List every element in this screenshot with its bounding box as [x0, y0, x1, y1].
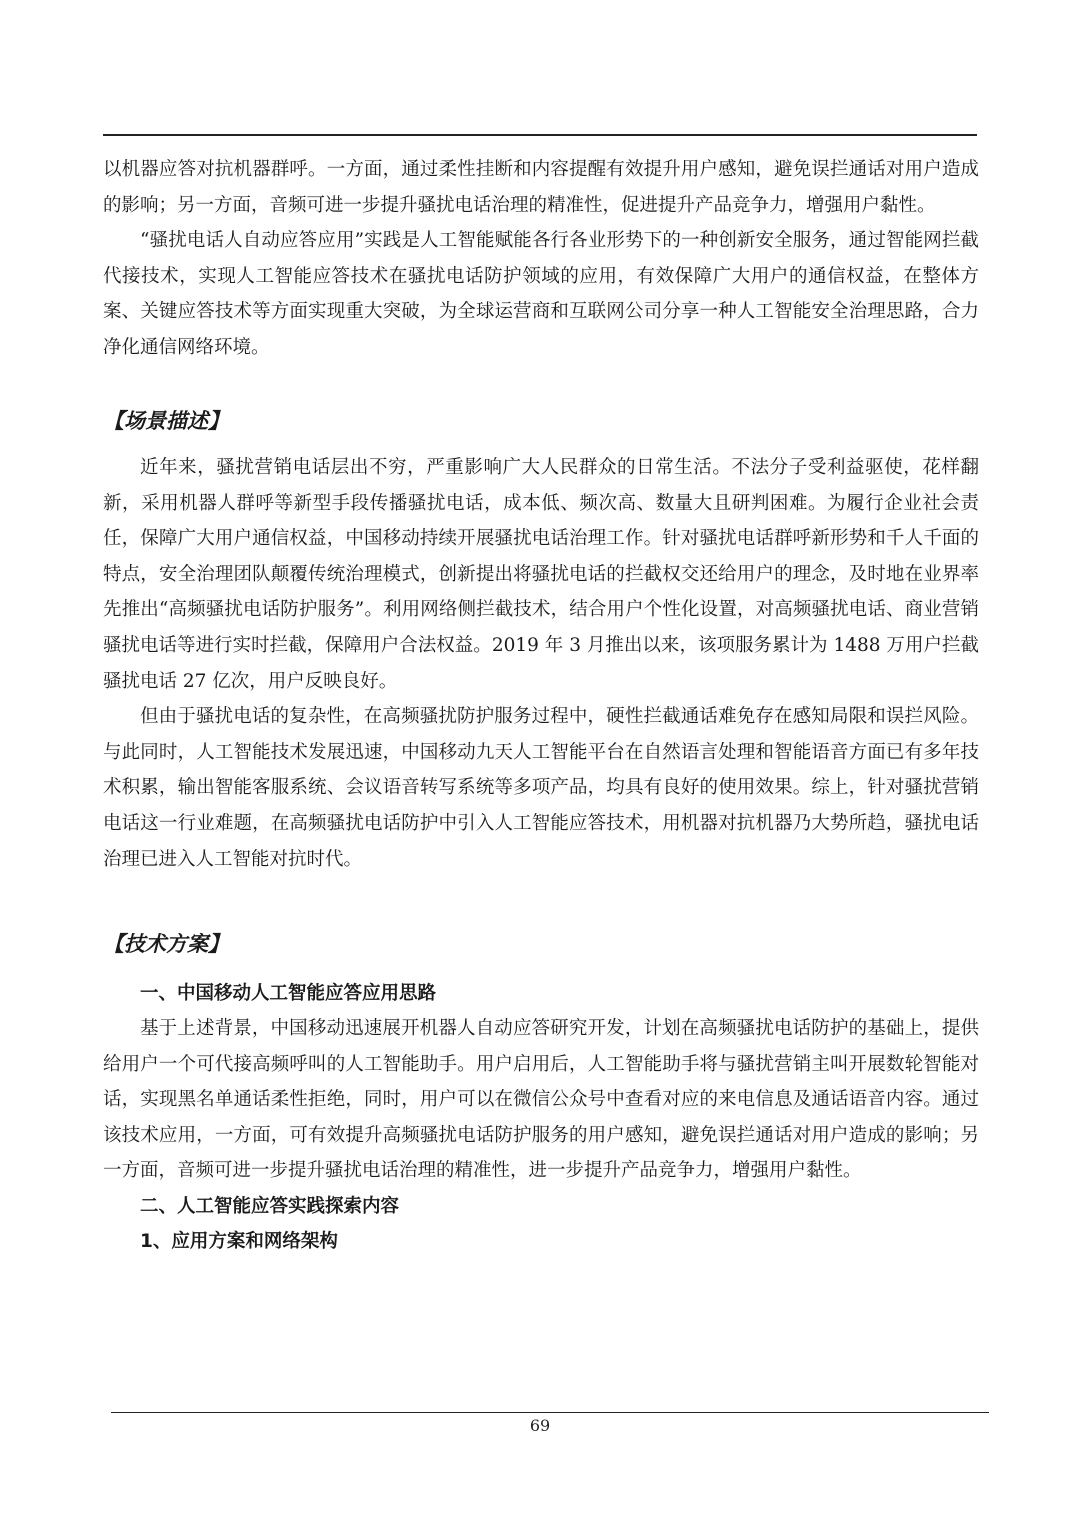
section-heading-tech: 【技术方案】 — [103, 931, 229, 956]
subheading-approach: 一、中国移动人工智能应答应用思路 — [140, 983, 437, 1004]
section-heading-scene: 【场景描述】 — [103, 408, 229, 433]
header-rule — [103, 134, 977, 136]
subheading-architecture: 1、应用方案和网络架构 — [140, 1230, 338, 1252]
tech-paragraph-1: 基于上述背景，中国移动迅速展开机器人自动应答研究开发，计划在高频骚扰电话防护的基础上，提供给用户一个可代接高频呼叫的人工智能助手。用户启用后，人工智能助手将与骚扰营销主叫开展数轮智能对话，实现黑名单通话柔性拒绝，同时，用户可以在微信公众号中查看对应的来电信息及通话语音内容。通过该技术应用，一方面，可有效提升高频骚扰电话防护服务的用户感知，避免误拦通话对用户造成的影响；另一方面，音频可进一步提升骚扰电话治理的精准性，进一步提升产品竞争力，增强用户黏性。 — [103, 1018, 979, 1182]
intro-paragraph-1: 以机器应答对抗机器群呼。一方面，通过柔性挂断和内容提醒有效提升用户感知，避免误拦通话对用户造成的影响；另一方面，音频可进一步提升骚扰电话治理的精准性，促进提升产品竞争力，增强用户黏性。 — [103, 159, 979, 216]
intro-paragraph-2: “骚扰电话人自动应答应用”实践是人工智能赋能各行各业形势下的一种创新安全服务，通过智能网拦截代接技术，实现人工智能应答技术在骚扰电话防护领域的应用，有效保障广大用户的通信权益，在整体方案、关键应答技术等方面实现重大突破，为全球运营商和互联网公司分享一种人工智能安全治理思路，合力净化通信网络环境。 — [103, 230, 979, 358]
tech-section — [103, 976, 979, 1259]
scene-section — [103, 450, 979, 877]
scene-paragraph-2: 但由于骚扰电话的复杂性，在高频骚扰防护服务过程中，硬性拦截通话难免存在感知局限和误拦风险。与此同时，人工智能技术发展迅速，中国移动九天人工智能平台在自然语言处理和智能语音方面已有多年技术积累，输出智能客服系统、会议语音转写系统等多项产品，均具有良好的使用效果。综上，针对骚扰营销电话这一行业难题，在高频骚扰电话防护中引入人工智能应答技术，用机器对抗机器乃大势所趋，骚扰电话治理已进入人工智能对抗时代。 — [103, 706, 979, 870]
footer-rule — [111, 1412, 989, 1413]
subheading-practice: 二、人工智能应答实践探索内容 — [140, 1195, 400, 1217]
scene-paragraph-1: 近年来，骚扰营销电话层出不穷，严重影响广大人民群众的日常生活。不法分子受利益驱使，花样翻新，采用机器人群呼等新型手段传播骚扰电话，成本低、频次高、数量大且研判困难。为履行企业社会责任，保障广大用户通信权益，中国移动持续开展骚扰电话治理工作。针对骚扰电话群呼新形势和千人千面的特点，安全治理团队颠覆传统治理模式，创新提出将骚扰电话的拦截权交还给用户的理念，及时地在业界率先推出“高频骚扰电话防护服务”。利用网络侧拦截技术，结合用户个性化设置，对高频骚扰电话、商业营销骚扰电话等进行实时拦截，保障用户合法权益。2019 年 3 月推出以来，该项服务累计为 1488 万用户拦截骚扰电话 27 亿次，用户反映良好。 — [103, 457, 979, 692]
page-number: 69 — [529, 1416, 551, 1435]
intro-section — [103, 152, 979, 366]
